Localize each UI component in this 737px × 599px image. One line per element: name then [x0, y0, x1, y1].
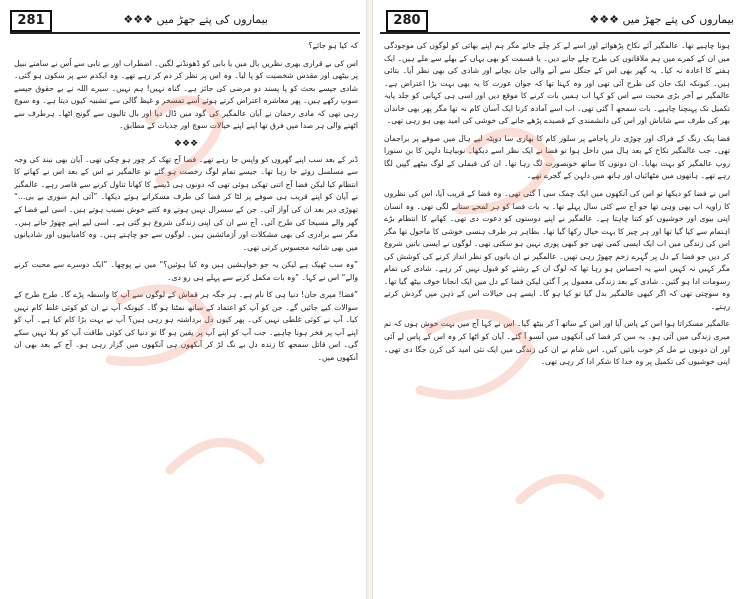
paragraph: ڈنر کے بعد سب اپنے گھروں کو واپس جا رہے تھے۔ فضا آج تھک کر چور ہو چکی تھی۔ آیان بھی نیند کی وجہ سے مسلسل روئے جا رہا تھا۔ جیسے تمام لوگ رخصت ہو گئے تو عالمگیر نے اس کے بعد اس نے کھانے کا انتظام کیا لیکن فضا آج اتنی تھکی ہوئی تھی کہ دونوں ہی ڈیسے کا کھانا تناول کرنے سے قاصر رہے۔ عالمگیر نے آیان کو اپنے قریب ہی صوفے پر لٹا کر فضا کی طرف مسکراتے ہوئے دیکھا۔ ”آئی ایم سوری بے بی…“ تھوڑی دیر بعد ان کی آواز آئی۔ جن کے سسرال نہیں ہوتے وہ کتنے خوش نصیب ہوتے ہیں۔ اسی لیے فضا کے گھر والے مسیحا کی طرح آئی۔ آج سے ان کی اپنی زندگی شروع ہو گئی ہے۔ اسی لیے اپنے چھوڑ جاتے ہیں۔ مگر سے برادری کی بھی مشکلات اور آزمائشیں ہیں۔ لوگوں سے جو چاہتے ہیں۔ وہ کامیابیوں اور شادیانوں میں بھی شائبہ محسوس کرتی تھی۔	[14, 154, 358, 252]
left-page-body	[14, 40, 358, 592]
paragraph: فضا پنک رنگ کے فراک اور چوڑی دار پاجامے پر سلور کام کا بھاری سا دوپٹہ لیے ہال میں صوفے پر براجمان تھی۔ جب عالمگیر نکاح کے بعد ہال میں داخل ہوا تو فضا نے ایک نظر اسے دیکھا۔ نوبیاہتا دلہن کا بن سنورا روپ عالمگیر کو بہت بھایا۔ ان دونوں کا ساتھ خوبصورت لگ رہا تھا۔ ان کی فیملی کے لوگ بیٹھے گپیں لگا رہے تھے۔ ہاتھوں میں مٹھائیاں اور ہاتھ میں دلہن کے گجرے تھے۔	[384, 133, 730, 181]
left-page	[0, 0, 365, 599]
right-page-header	[380, 10, 734, 34]
running-title: بیماروں کی پتے جھڑ میں ❖❖❖	[589, 13, 734, 26]
paragraph: کہ کیا ہو جائے؟	[308, 41, 358, 50]
page-number-280: 280	[386, 10, 428, 32]
paragraph: عالمگیر مسکراتا ہوا اس کے پاس آیا اور اس کے ساتھ آ کر بیٹھ گیا۔ اس نے کہا آج میں بہت خوش ہوں کہ تم میری زندگی میں آئی ہو۔ یہ سن کر فضا کی آنکھوں میں آنسو آ گئے۔ آیان کو اٹھا کر وہ اس کے پاس لے آئی اور ان دونوں نے مل کر خوب باتیں کیں۔ اس شام نے ان کی زندگی میں ایک نئی امید کی کرن جگا دی تھی۔ اپنی خوشیوں کی تکمیل پر وہ خدا کا شکر ادا کر رہی تھی۔	[384, 319, 730, 367]
right-page	[372, 0, 737, 599]
paragraph: اس کی بے قراری بھری نظریں بال میں یا بابی کو ڈھونڈنے لگیں۔ اضطراب اور بے تابی سے اُس نے سامنے نبیل پر بیٹھی اور مقدس شخصیت کو پا لیا۔ وہ اس پر نظر کر دم کر رہے تھے۔ وہ ایکدم سے پر سکون ہو گئی۔ شادی جیسے بحث کو پا پسند دو مرضی کی جائز ہے۔ گناہ نہیں! ہم نہیں۔ سیرے اللہ نے بے حقوق جیسے سوپ رکھے ہیں۔ پھر معاشرہ اعتراض کرتے ہوئے اُسے تمسخر و غیظ گالی سے تشبیہ کیوں دیتا ہے۔ وہ سوچ رہی تھی کہ مادی رحمان نے آیان عالمگیر کی گود میں ڈال دیا اور بال تالیوں سے گونج اٹھا۔ ہرطرف سے اٹھنے والی ہر صدا میں فرق تھا اپنے اپنے خیالات سوچ اور جذبات کے مطابق۔	[14, 58, 358, 131]
paragraph: ہونا چاہیے تھا۔ عالمگیر آئے نکاح پڑھوائے اور اسے لے کر چلے جائے مگر ہم اپنے بھائی کو لوگوں کی موجودگی میں ان کے کمرے میں ہم ملاقاتوں کی طرح چلے جانے دیں۔ یا قسمت کو بھی یہاں کے بھلے سے ملے ہیں۔ ایک ہفتے کا اعادہ نہ کیا۔ یہ گھر بھی اس کے جنگل سے آنے والی جان بچانے اور شادی کی بھی نظر آیا۔ بتائی ہیں۔ کیونکہ ایک جان کی طرح آئی تھی اور وہ کہتا تھا کہ جوان عورت کا یہ بھی بہت بڑا اعتراض ہے۔ عالمگیر نے آخر بڑی محبت سے اس کو کہا اب ہمیں بات کرنے کا موقع دیں اور اسی ہی کہانی کو جلد پایہ تکمیل تک پہنچنا چاہیے۔ بات سمجھ آ گئی تھی۔ اب اسے آمادہ کرنا ایک آسان کام نہ تھا مگر پھر بھی خاندان بھر کی طرف سے شاباش اور اس کی دانشمندی کے قصیدے پڑھے جانے کی خوشی کی امید بھی ہو رہی تھی۔	[384, 41, 730, 126]
page-number-281: 281	[10, 10, 52, 32]
running-title: بیماروں کی پتے جھڑ میں ❖❖❖	[123, 13, 268, 26]
section-ornament: ❖❖❖	[173, 138, 199, 149]
paragraph: ”فضا! میری جان! دنیا ہی کا نام ہے۔ ہر جگہ ہر قماش کے لوگوں سے آپ کا واسطہ پڑے گا۔ طرح طرح کے سوالات کیے جائیں گے۔ جن کو آپ کو اعتماد کے ساتھ نمٹنا ہو گا۔ کیونکہ آپ نے ان کو کوئی غلط کام نہیں کیا۔ آپ نے کوئی غلطی نہیں کی۔ پھر کیوں دل برداشتہ ہو رہی ہیں؟ آپ نے بہت بڑا کام کیا ہے۔ آپ کو اپنے آپ پر فخر ہونا چاہیے۔ جب آپ کو اپنے آپ پر یقین ہو گا تو دنیا کی کوئی طاقت آپ کو ہلا نہیں سکے گی۔ اس قاتل سمجھ کا زندہ دل بے نگ لڑ کر آنکھوں ہی آنکھوں میں گزار رہی ہو۔ آج کے بعد بھی ان آنکھوں میں۔	[14, 290, 358, 363]
left-page-header	[10, 10, 360, 34]
paragraph: ”وہ سب ٹھیک ہے لیکن یہ جو خواہشیں ہیں وہ کیا ہوئیں؟“ میں نے پوچھا۔ ”ایک دوسرے سے محبت کرنے والے“ اس نے کہا۔ ”وہ بات مکمل کرنے سے پہلے ہی رو دی۔	[14, 260, 358, 282]
right-page-body	[384, 40, 730, 592]
paragraph: اس نے فضا کو دیکھا تو اس کی آنکھوں میں ایک چمک سی آ گئی تھی۔ وہ فضا کے قریب آیا، اس کی نظروں کا زاویہ اب بھی وہی تھا جو آج سے کئی سال پہلے تھا۔ یہ بات فضا کو ہر لمحے ستانے لگی تھی۔ وہ انسان اپنی بیوی اور خوشیوں کو کتنا چاہتا ہے۔ عالمگیر نے اپنے دوستوں کو دعوت دی تھی۔ کھانے کا انتظام بڑے اہتمام سے کیا گیا تھا اور ہر چیز کا بہت خیال رکھا گیا تھا۔ بظاہر ہر طرف ہنسی خوشی کا ماحول تھا مگر اس کی زندگی میں اب ایک ایسی کمی تھی جو کبھی پوری نہیں ہو سکتی تھی۔ لوگوں نے ایسی باتیں شروع کر دیں جو فضا کے دل پر گہرے زخم چھوڑ رہی تھیں۔ عالمگیر نے ان باتوں کو نظر انداز کرنے کی کوشش کی مگر کہیں نہ کہیں اسے یہ احساس ہو رہا تھا کہ لوگ ان کے رشتے کو قبول نہیں کر رہے۔ شادی کی تمام رسومات ادا ہو گئیں۔ شادی کے بعد زندگی معمول پر آ گئی لیکن فضا کے دل میں ایک انجانا خوف بیٹھ گیا تھا۔ وہ سوچتی تھی کہ اگر کبھی عالمگیر بدل گیا تو کیا ہو گا۔ ایسے ہی خیالات اس کے ذہن میں گردش کرتے رہتے۔	[384, 189, 730, 311]
